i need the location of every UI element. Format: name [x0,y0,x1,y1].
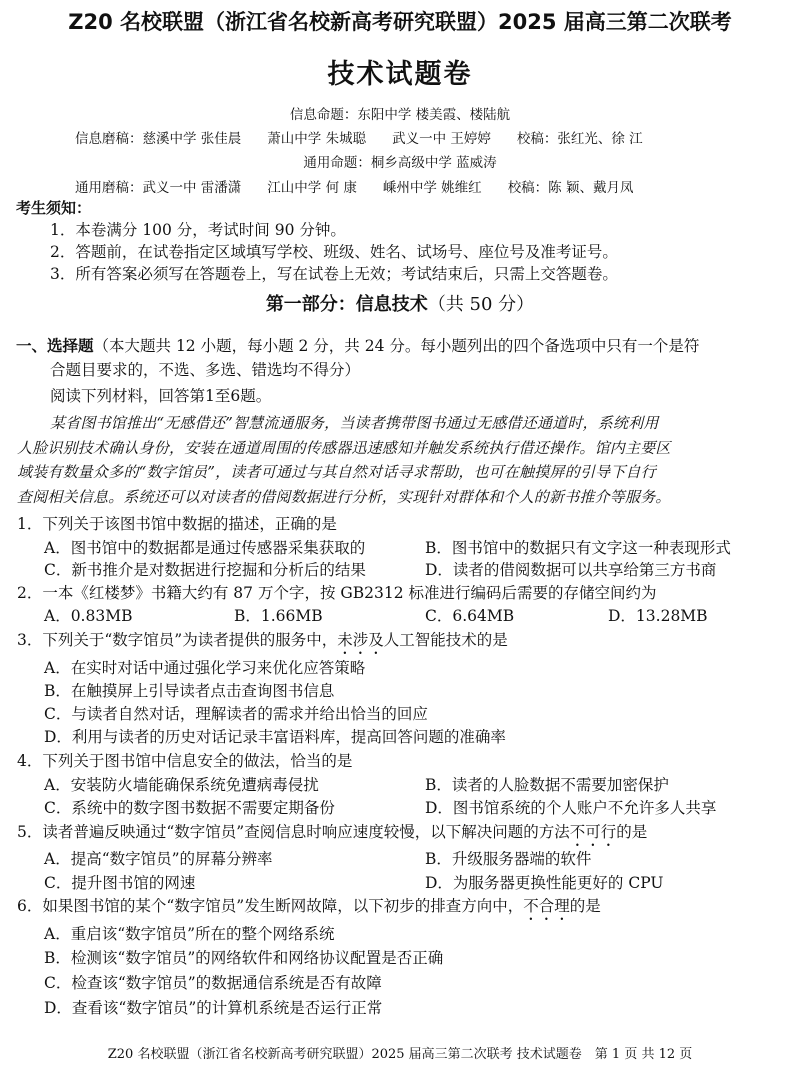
question-1-stem: 1．下列关于该图书馆中数据的描述，正确的是 [17,515,337,533]
credit-line-3: 通用命题：桐乡高级中学 蓝威涛 [303,155,497,171]
section-desc: 合题目要求的，不选、多选、错选均不得分） [50,361,361,379]
q6-option-a: A．重启该“数字馆员”所在的整个网络系统 [44,925,335,943]
q3-option-d: D．利用与读者的历史对话记录丰富语料库，提高回答问题的准确率 [44,728,506,746]
q5-option-d: D．为服务器更换性能更好的 CPU [425,874,664,892]
notice-heading: 考生须知： [16,199,92,217]
q4-option-b: B．读者的人脸数据不需要加密保护 [425,776,669,794]
q1-option-a: A．图书馆中的数据都是通过传感器采集获取的 [44,539,366,557]
q2-option-c: C．6.64MB [425,607,515,625]
q2-option-a: A．0.83MB [44,607,133,625]
question-4-stem: 4．下列关于图书馆中信息安全的做法，恰当的是 [17,752,353,770]
q2-option-d: D．13.28MB [608,607,708,625]
credit-line-1: 信息命题：东阳中学 楼美霞、楼陆航 [289,107,511,123]
reading-instruction: 阅读下列材料，回答第1至6题。 [50,387,272,405]
question-5-stem: 5．读者普遍反映通过“数字馆员”查阅信息时响应速度较慢，以下解决问题的方法不可行的是 [17,823,648,841]
question-6-stem: 6．如果图书馆的某个“数字馆员”发生断网故障，以下初步的排查方向中，不合理的是 [17,897,601,915]
exam-title: Z20 名校联盟（浙江省名校新高考研究联盟）2025 届高三第二次联考 [68,10,732,34]
credit-line-4: 通用磨稿：武义一中 雷潘潇 江山中学 何 康 嵊州中学 姚维红 校稿：陈 颖、戴月凤 [75,180,634,196]
section-heading: 一、选择题（本大题共 12 小题，每小题 2 分，共 24 分。每小题列出的四个备选项中只有一个是符 [16,337,700,355]
q5-option-c: C．提升图书馆的网速 [44,874,196,892]
page-footer: Z20 名校联盟（浙江省名校新高考研究联盟）2025 届高三第二次联考 技术试题卷 第 1 页 共 12 页 [107,1047,693,1062]
q1-option-b: B．图书馆中的数据只有文字这一种表现形式 [425,539,731,557]
q1-option-d: D．读者的借阅数据可以共享给第三方书商 [425,561,717,579]
notice-item: 3．所有答案必须写在答题卷上，写在试卷上无效；考试结束后，只需上交答题卷。 [50,265,618,283]
q5-option-b: B．升级服务器端的软件 [425,850,592,868]
q4-option-c: C．系统中的数字图书数据不需要定期备份 [44,799,335,817]
credit-line-2: 信息磨稿：慈溪中学 张佳晨 萧山中学 朱城聪 武义一中 王婷婷 校稿：张红光、徐 江 [75,131,643,147]
question-2-stem: 2．一本《红楼梦》书籍大约有 87 万个字，按 GB2312 标准进行编码后需要的存储空间约为 [17,584,657,602]
paper-subtitle: 技术试题卷 [327,59,473,90]
q2-option-b: B．1.66MB [234,607,323,625]
q3-option-b: B．在触摸屏上引导读者点击查询图书信息 [44,682,335,700]
q3-option-c: C．与读者自然对话，理解读者的需求并给出恰当的回应 [44,705,428,723]
q5-option-a: A．提高“数字馆员”的屏幕分辨率 [44,850,273,868]
q6-option-d: D．查看该“数字馆员”的计算机系统是否运行正常 [44,999,383,1017]
q6-option-b: B．检测该“数字馆员”的网络软件和网络协议配置是否正确 [44,949,444,967]
notice-item: 2．答题前，在试卷指定区域填写学校、班级、姓名、试场号、座位号及准考证号。 [50,243,618,261]
q6-option-c: C．检查该“数字馆员”的数据通信系统是否有故障 [44,974,382,992]
passage-line: 某省图书馆推出“无感借还”智慧流通服务，当读者携带图书通过无感借还通道时，系统利用 [50,414,659,432]
notice-item: 1．本卷满分 100 分，考试时间 90 分钟。 [50,221,346,239]
question-3-stem: 3．下列关于“数字馆员”为读者提供的服务中，未涉及人工智能技术的是 [17,631,508,649]
passage-line: 查阅相关信息。系统还可以对读者的借阅数据进行分析，实现针对群体和个人的新书推介等服务。 [17,488,671,506]
q1-option-c: C．新书推介是对数据进行挖掘和分析后的结果 [44,561,366,579]
q4-option-d: D．图书馆系统的个人账户不允许多人共享 [425,799,717,817]
part-heading: 第一部分：信息技术（共 50 分） [265,294,535,315]
q4-option-a: A．安装防火墙能确保系统免遭病毒侵扰 [44,776,319,794]
q3-option-a: A．在实时对话中通过强化学习来优化应答策略 [44,659,366,677]
passage-line: 域装有数量众多的“数字馆员”，读者可通过与其自然对话寻求帮助，也可在触摸屏的引导下自行 [17,463,656,481]
passage-line: 人脸识别技术确认身份，安装在通道周围的传感器迅速感知并触发系统执行借还操作。馆内主要区 [17,439,671,457]
